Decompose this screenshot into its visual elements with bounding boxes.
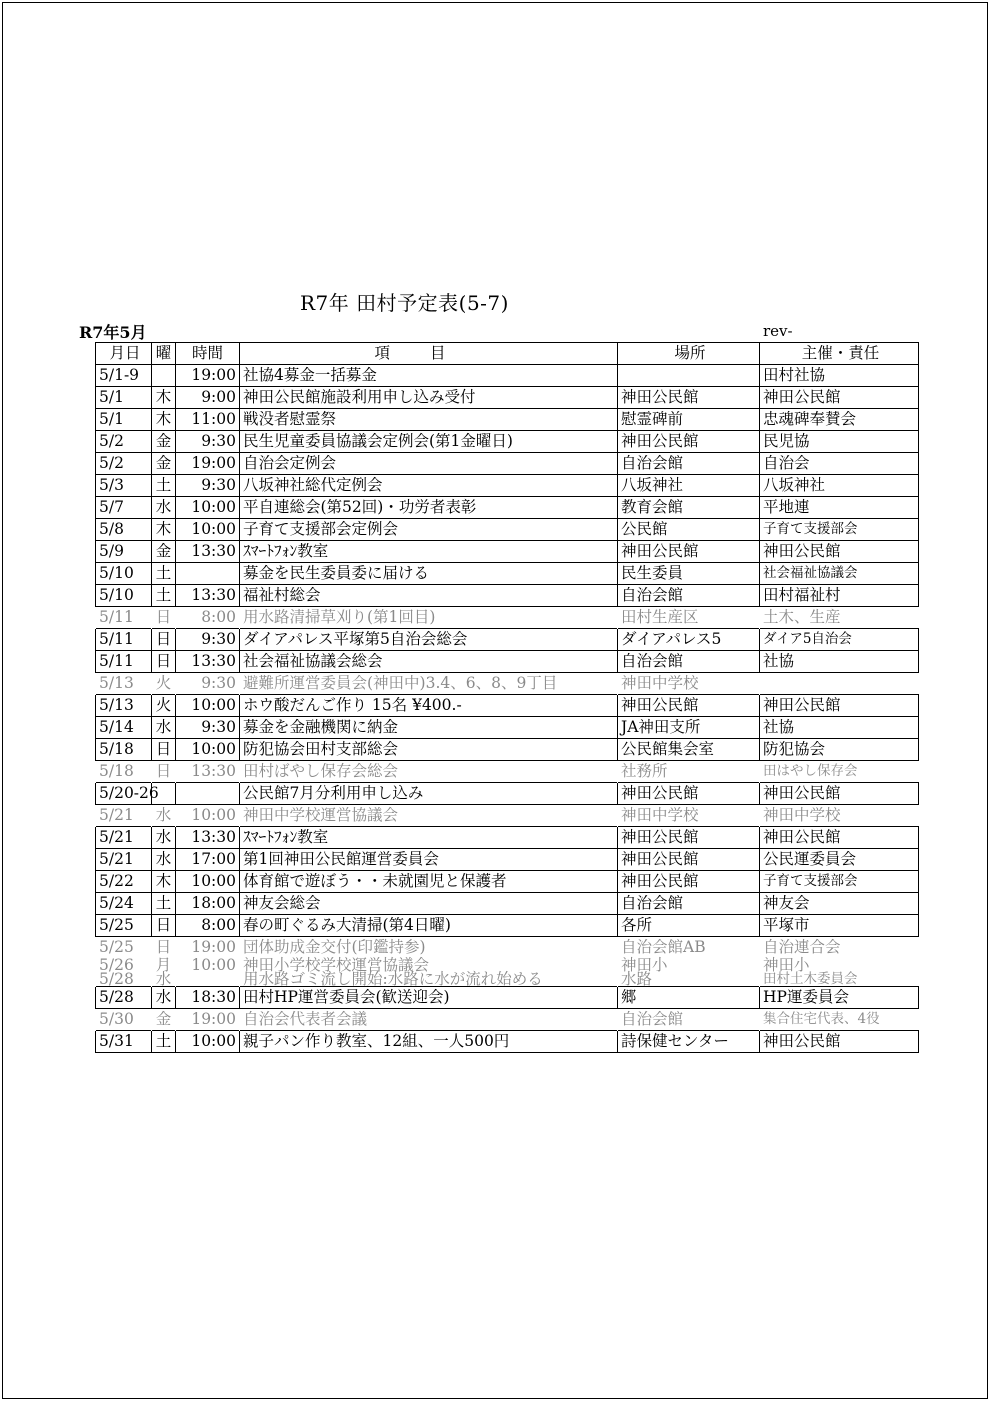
cell-dow: 水 [152,717,176,739]
cell-dow: 水 [155,806,172,824]
month-label: R7年5月 [79,323,147,342]
cell-place: 田村生産区 [621,608,699,626]
cell-dow: 木 [152,519,176,541]
cell-place: 神田中学校 [621,806,699,824]
cell-time: 10:00 [176,1031,240,1053]
cell-dow: 水 [152,987,176,1009]
cell-date: 5/18 [99,762,134,780]
cell-item: 防犯協会田村支部総会 [240,739,618,761]
cell-place: 各所 [618,915,760,937]
cell-org: 公民運委員会 [760,849,919,871]
cell-time [176,783,240,805]
cell-time: 9:30 [176,717,240,739]
cell-time: 17:00 [176,849,240,871]
cell-place: 神田小 [621,956,668,974]
table-row [96,563,919,585]
cell-time: 13:30 [176,827,240,849]
cell-org: 神田公民館 [760,827,919,849]
cell-item: ダイアパレス平塚第5自治会総会 [240,629,618,651]
cell-time: 11:00 [176,409,240,431]
header-place: 場所 [618,343,760,365]
cell-time: 19:00 [191,938,236,956]
table-row [96,409,919,431]
cell-item: 募金を民生委員委に届ける [240,563,618,585]
cell-item: 春の町ぐるみ大清掃(第4日曜) [240,915,618,937]
cell-item: 親子パン作り教室、12組、一人500円 [240,1031,618,1053]
cell-time: 18:30 [176,987,240,1009]
cell-org: 民児協 [760,431,919,453]
cell-date: 5/21 [96,827,152,849]
cell-place: 神田公民館 [618,387,760,409]
cell-date: 5/11 [96,629,152,651]
cell-item: 第1回神田公民館運営委員会 [240,849,618,871]
cell-item: 公民館7月分利用申し込み [240,783,618,805]
cell-place: 公民館集会室 [618,739,760,761]
table-row [96,387,919,409]
cell-item: 戦没者慰霊祭 [240,409,618,431]
cell-date: 5/21 [96,849,152,871]
cell-place: 詩保健センター [618,1031,760,1053]
cell-place: 自治会館AB [621,938,706,956]
cell-item: ｽﾏｰﾄﾌｫﾝ教室 [240,827,618,849]
cell-item: 神田中学校運営協議会 [243,806,399,824]
cell-item: 自治会定例会 [240,453,618,475]
cell-time: 8:00 [176,915,240,937]
cell-place: 民生委員 [618,563,760,585]
cell-place: 自治会館 [618,651,760,673]
table-row [96,585,919,607]
cell-item: 八坂神社総代定例会 [240,475,618,497]
cell-org: 田村福祉村 [760,585,919,607]
cell-org: 防犯協会 [760,739,919,761]
cell-time: 19:00 [191,1010,236,1028]
cell-time: 10:00 [191,956,236,974]
cell-org: 平塚市 [760,915,919,937]
cell-time: 10:00 [176,695,240,717]
cell-date: 5/30 [99,1010,134,1028]
cell-time: 13:30 [176,651,240,673]
cell-item: 体育館で遊ぼう・・未就園児と保護者 [240,871,618,893]
table-row [96,629,919,651]
cell-time: 10:00 [176,519,240,541]
cell-dow: 金 [152,453,176,475]
cell-date: 5/2 [96,431,152,453]
cell-org: 社会福祉協議会 [760,563,919,585]
cell-item: 用水路清掃草刈り(第1回目) [243,608,436,626]
cell-org: 田村社協 [760,365,919,387]
cell-date: 5/10 [96,585,152,607]
cell-item: 神田公民館施設利用申し込み受付 [240,387,618,409]
cell-place: 水路 [621,970,653,988]
table-row [96,987,919,1009]
table-row [96,937,919,959]
cell-date: 5/10 [96,563,152,585]
cell-place: 神田中学校 [621,674,699,692]
cell-place [618,365,760,387]
cell-dow: 日 [155,762,172,780]
table-row [96,607,919,629]
cell-time: 13:30 [191,762,236,780]
cell-place: 公民館 [618,519,760,541]
cell-org: 八坂神社 [760,475,919,497]
cell-item: 社協4募金一括募金 [240,365,618,387]
cell-place: ダイアパレス5 [618,629,760,651]
cell-place: 社務所 [621,762,668,780]
cell-dow: 火 [152,695,176,717]
cell-dow: 水 [152,849,176,871]
cell-time: 9:30 [201,674,236,692]
cell-time: 18:00 [176,893,240,915]
header-item: 項目 [240,343,618,365]
cell-item: 田村HP運営委員会(歓送迎会) [240,987,618,1009]
cell-place: 郷 [618,987,760,1009]
cell-time: 9:30 [176,431,240,453]
cell-date: 5/26 [99,956,134,974]
cell-org: 集合住宅代表、4役 [763,1011,880,1027]
cell-org: 土木、生産 [763,608,841,626]
cell-item: 社会福祉協議会総会 [240,651,618,673]
cell-date: 5/2 [96,453,152,475]
cell-dow: 日 [152,651,176,673]
cell-org: 社協 [760,717,919,739]
cell-dow: 日 [155,608,172,626]
cell-dow: 土 [152,585,176,607]
cell-org: 神友会 [760,893,919,915]
table-row [96,717,919,739]
cell-date: 5/22 [96,871,152,893]
cell-item: 神友会総会 [240,893,618,915]
cell-date: 5/14 [96,717,152,739]
cell-dow: 木 [152,871,176,893]
table-row [96,761,919,783]
table-row [96,1009,919,1031]
cell-item: 田村ばやし保存会総会 [243,762,399,780]
cell-item: 自治会代表者会議 [243,1010,368,1028]
cell-place: 自治会館 [618,585,760,607]
cell-org: 忠魂碑奉賛会 [760,409,919,431]
cell-date: 5/9 [96,541,152,563]
cell-place: 慰霊碑前 [618,409,760,431]
cell-time: 9:30 [176,475,240,497]
table-row [96,695,919,717]
cell-date: 5/24 [96,893,152,915]
cell-org: 田はやし保存会 [763,763,858,779]
table-row [96,453,919,475]
table-row [96,972,919,987]
cell-time: 9:30 [176,629,240,651]
cell-time: 10:00 [191,806,236,824]
cell-time: 19:00 [176,453,240,475]
cell-item: 民生児童委員協議会定例会(第1金曜日) [240,431,618,453]
table-row [96,365,919,387]
cell-date: 5/28 [96,987,152,1009]
table-header-row [96,343,919,365]
table-row [96,519,919,541]
cell-org: 神田小 [763,956,810,974]
cell-time: 13:30 [176,585,240,607]
cell-dow: 土 [152,563,176,585]
cell-date: 5/1-9 [96,365,152,387]
cell-place: 神田公民館 [618,541,760,563]
header-date: 月日 [96,343,152,365]
cell-item: 避難所運営委員会(神田中)3.4、6、8、9丁目 [243,674,558,692]
cell-date: 5/13 [99,674,134,692]
cell-place: 自治会館 [618,453,760,475]
cell-place: 神田公民館 [618,431,760,453]
cell-org: 神田公民館 [760,541,919,563]
cell-time: 10:00 [176,739,240,761]
header-dow: 曜 [152,343,176,365]
revision-label: rev- [763,322,793,340]
cell-time: 10:00 [176,871,240,893]
cell-place: JA神田支所 [618,717,760,739]
cell-date: 5/7 [96,497,152,519]
cell-place: 自治会館 [618,893,760,915]
cell-org: 田村土木委員会 [763,971,858,987]
cell-date: 5/25 [99,938,134,956]
cell-org: 神田公民館 [760,1031,919,1053]
cell-org: 神田公民館 [760,387,919,409]
cell-dow: 木 [152,409,176,431]
cell-place: 自治会館 [621,1010,684,1028]
page-title: R7年 田村予定表(5-7) [300,291,509,315]
header-org: 主催・責任 [760,343,919,365]
cell-time [176,563,240,585]
table-row [96,827,919,849]
cell-org: 神田中学校 [763,806,841,824]
cell-org: 子育て支援部会 [760,519,919,541]
table-row [96,739,919,761]
cell-time: 19:00 [176,365,240,387]
cell-date: 5/31 [96,1031,152,1053]
table-row [96,475,919,497]
cell-dow: 木 [152,387,176,409]
cell-date: 5/21 [99,806,134,824]
cell-date: 5/20-26 [96,783,152,805]
cell-dow: 土 [152,893,176,915]
cell-date: 5/1 [96,409,152,431]
cell-dow: 水 [152,827,176,849]
cell-place: 神田公民館 [618,827,760,849]
cell-date: 5/18 [96,739,152,761]
cell-date: 5/1 [96,387,152,409]
cell-org [760,673,919,695]
cell-item: ｽﾏｰﾄﾌｫﾝ教室 [240,541,618,563]
cell-dow: 金 [152,541,176,563]
cell-item: 神田小学校学校運営協議会 [243,956,430,974]
table-row [96,783,919,805]
cell-dow: 金 [152,431,176,453]
cell-dow: 日 [152,629,176,651]
cell-org: 神田公民館 [760,695,919,717]
cell-dow: 水 [152,497,176,519]
cell-dow: 日 [152,739,176,761]
table-row [96,915,919,937]
cell-date: 5/13 [96,695,152,717]
cell-place: 八坂神社 [618,475,760,497]
cell-dow: 火 [155,674,172,692]
cell-dow: 土 [152,475,176,497]
cell-org: 神田公民館 [760,783,919,805]
cell-place: 神田公民館 [618,871,760,893]
cell-org: 自治会 [760,453,919,475]
table-row [96,651,919,673]
cell-org: 社協 [760,651,919,673]
cell-item: ホウ酸だんご作り 15名 ¥400.- [240,695,618,717]
cell-date: 5/25 [96,915,152,937]
table-row [96,849,919,871]
cell-date: 5/3 [96,475,152,497]
cell-dow: 日 [152,915,176,937]
cell-item: 福祉村総会 [240,585,618,607]
cell-time: 9:00 [176,387,240,409]
cell-date: 5/11 [99,608,134,626]
cell-org: 子育て支援部会 [760,871,919,893]
cell-item: 平自連総会(第52回)・功労者表彰 [240,497,618,519]
cell-org: 平地連 [760,497,919,519]
cell-time: 8:00 [201,608,236,626]
cell-dow: 土 [152,1031,176,1053]
header-time: 時間 [176,343,240,365]
cell-dow: 月 [155,956,172,974]
cell-time: 13:30 [176,541,240,563]
cell-place: 神田公民館 [618,783,760,805]
cell-place: 神田公民館 [618,849,760,871]
cell-date: 5/8 [96,519,152,541]
table-row [96,431,919,453]
table-row [96,497,919,519]
cell-org: ダイア5自治会 [760,629,919,651]
table-row [96,893,919,915]
cell-dow: 金 [155,1010,172,1028]
cell-item: 子育て支援部会定例会 [240,519,618,541]
cell-date: 5/11 [96,651,152,673]
cell-org: 自治連合会 [763,938,841,956]
cell-item: 募金を金融機関に納金 [240,717,618,739]
schedule-table [95,342,919,1053]
cell-item: 用水路ゴミ流し開始:水路に水が流れ始める [243,970,543,988]
cell-item: 団体助成金交付(印鑑持参) [243,938,426,956]
cell-place: 神田公民館 [618,695,760,717]
cell-time [176,972,240,987]
table-row [96,805,919,827]
cell-dow [152,365,176,387]
cell-org: HP運委員会 [760,987,919,1009]
cell-time: 10:00 [176,497,240,519]
table-row [96,541,919,563]
table-row [96,1031,919,1053]
cell-dow: 日 [155,938,172,956]
table-row [96,673,919,695]
cell-dow: 水 [155,970,172,988]
cell-date: 5/28 [99,970,134,988]
table-row [96,871,919,893]
cell-place: 教育会館 [618,497,760,519]
